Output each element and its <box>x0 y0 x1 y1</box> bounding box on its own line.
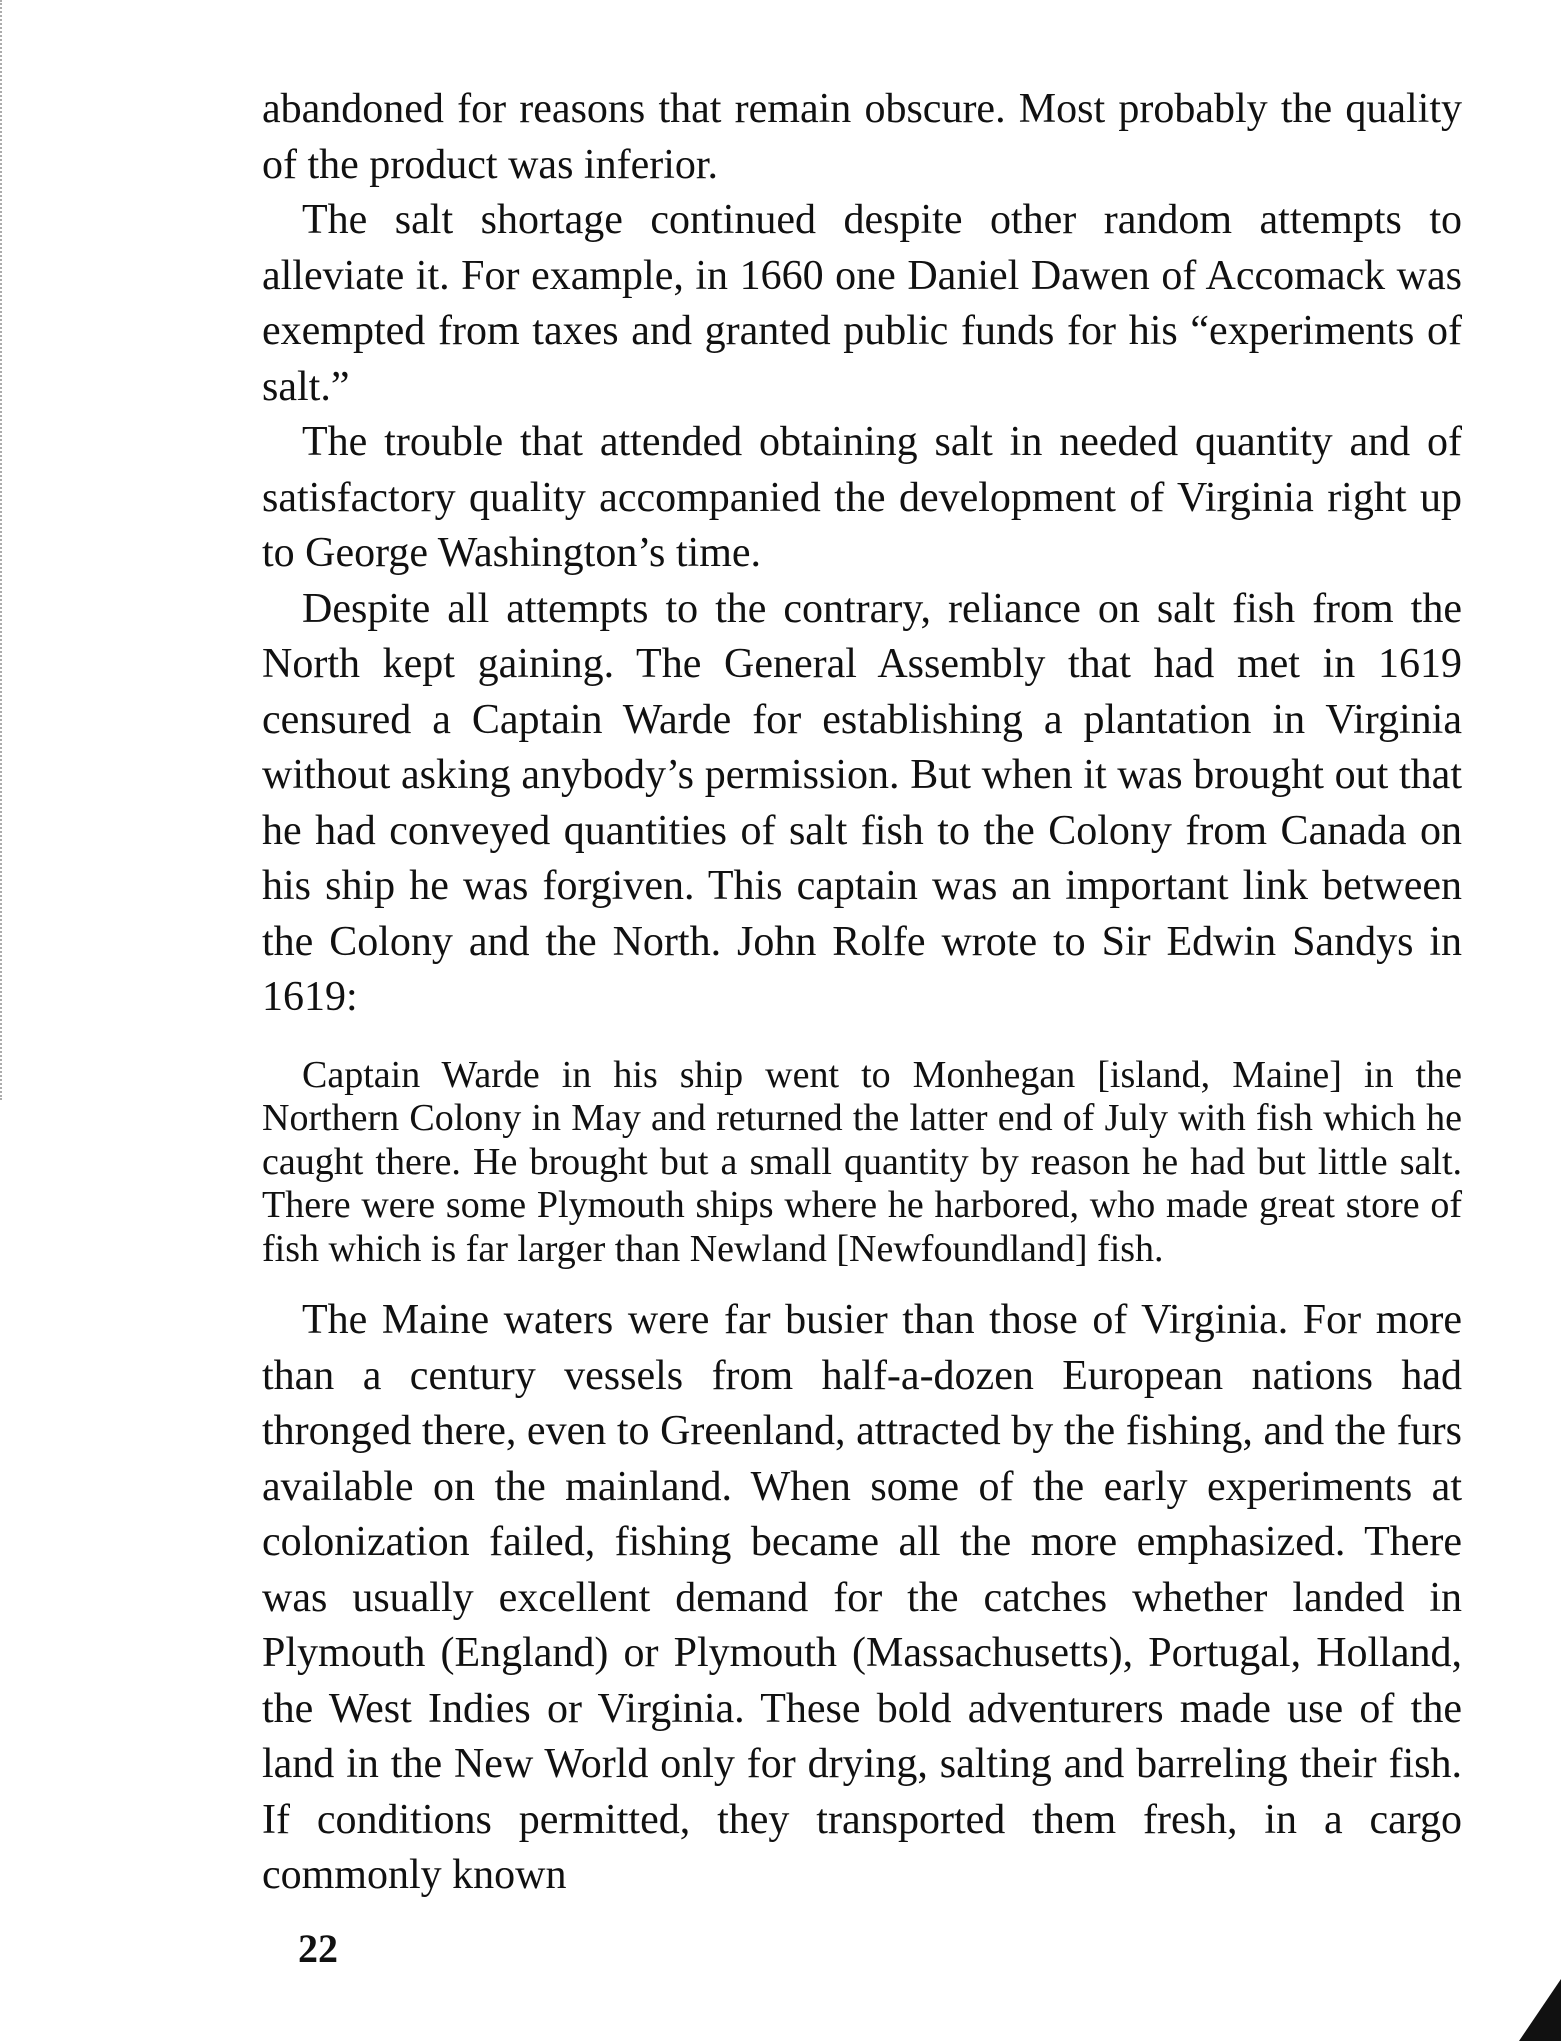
block-quote-rolfe-letter: Captain Warde in his ship went to Monhegan [island, Maine] in the Northern Colony in May and returned the latter end of July with fish which he caught there. He brought but a small quantity by reason he had but little salt. There were some Plymouth ships where he harbored, who made great store of fish which is far larger than Newland [Newfoundland] fish. <box>262 1053 1462 1270</box>
paragraph-salt-fish-north: Despite all attempts to the contrary, reliance on salt fish from the North kept gaining. The General Assembly that had met in 1619 censured a Captain Warde for establishing a plantation in Virginia without asking anybody’s permission. But when it was brought out that he had conveyed quantities of salt fish to the Colony from Canada on his ship he was forgiven. This captain was an important link between the Colony and the North. John Rolfe wrote to Sir Edwin Sandys in 1619: <box>262 585 1462 1020</box>
paragraph-salt-trouble: The trouble that attended obtaining salt in needed quantity and of satisfactory quality accompanied the development of Virginia right up to George Washington’s time. <box>262 419 1462 576</box>
paragraph-salt-shortage: The salt shortage continued despite other random attempts to alleviate it. For example, in 1660 one Daniel Dawen of Accomack was exempted from taxes and granted public funds for his “experiments of salt.” <box>262 197 1462 410</box>
paragraph-maine-waters: The Maine waters were far busier than those of Virginia. For more than a century vessels from half-a-dozen European nations had thronged there, even to Greenland, attracted by the fishing, and the furs available on the mainland. When some of the early experiments at colonization failed, fishing became all the more emphasized. There was usually excellent demand for the catches whether landed in Plymouth (England) or Plymouth (Massachusetts), Portugal, Holland, the West Indies or Virginia. These bold adventurers made use of the land in the New World only for drying, salting and barreling their fish. If conditions permitted, they transported them fresh, in a cargo commonly known <box>262 1297 1462 1898</box>
body-text <box>262 82 1462 1904</box>
corner-scan-mark <box>1519 1979 1561 2041</box>
paragraph-continued: abandoned for reasons that remain obscure. Most probably the quality of the product was inferior. <box>262 86 1462 188</box>
page-number: 22 <box>298 1926 338 1971</box>
scan-binding-edge <box>0 0 16 1100</box>
